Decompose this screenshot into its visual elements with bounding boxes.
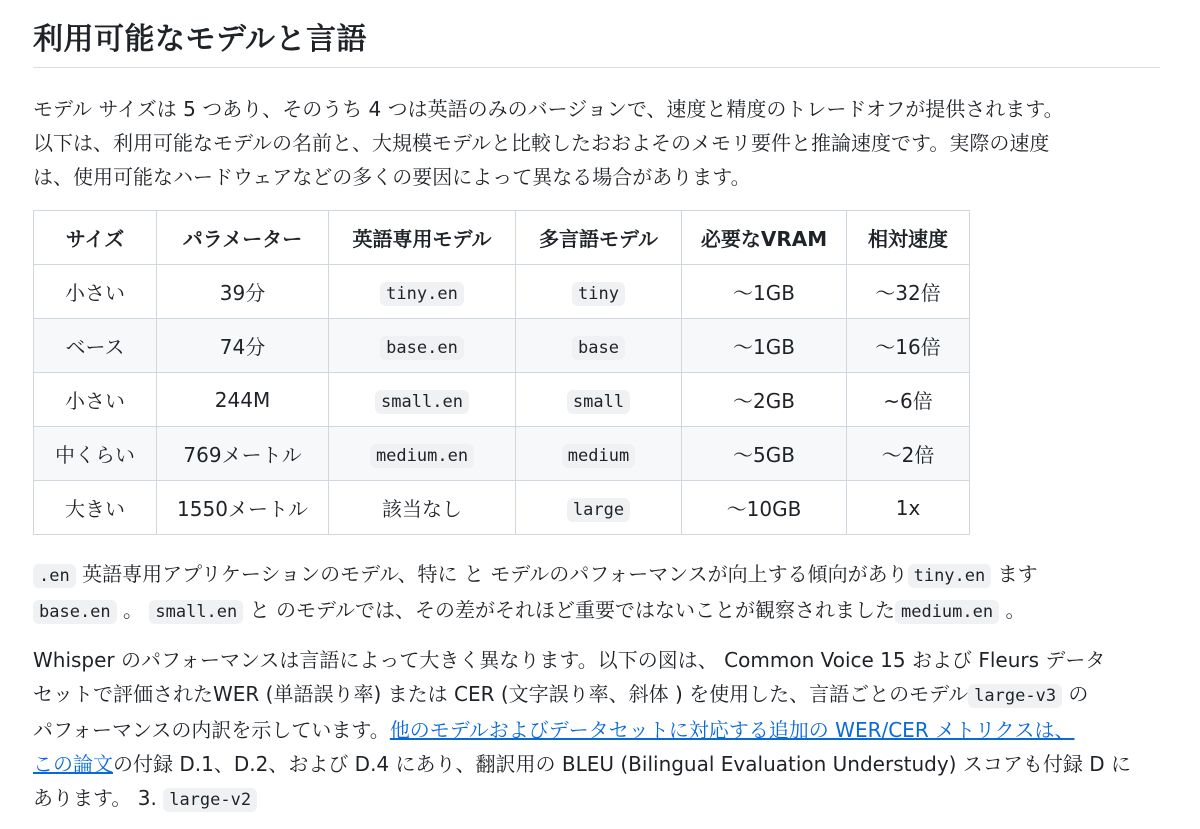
intro-line: モデル サイズは 5 つあり、そのうち 4 つは英語のみのバージョンで、速度と精度のトレードオフが提供されます。 <box>33 97 1064 121</box>
cell-speed: ~6倍 <box>847 373 970 427</box>
header-params: パラメーター <box>157 211 329 265</box>
whisper-text: セットで評価されたWER (単語誤り率) または CER (文字誤り率、斜体 ) を使用した、言語ごとのモデル <box>33 682 969 706</box>
note-text: ます <box>991 562 1038 586</box>
code-large-v3: large-v3 <box>968 684 1062 708</box>
cell-speed: ～32倍 <box>847 265 970 319</box>
table-row <box>34 427 970 481</box>
code-tag: large <box>567 498 630 522</box>
cell-en-model <box>329 319 516 373</box>
cell-multi-model <box>516 373 682 427</box>
header-multi-model: 多言語モデル <box>516 211 682 265</box>
table-header-row <box>34 211 970 265</box>
code-en: .en <box>33 564 76 588</box>
note-text: 。 <box>999 598 1026 622</box>
cell-size: 小さい <box>34 265 157 319</box>
paper-link[interactable]: この論文 <box>33 752 113 776</box>
models-table <box>33 210 970 535</box>
header-vram: 必要なVRAM <box>682 211 847 265</box>
header-speed: 相対速度 <box>847 211 970 265</box>
note-text: と のモデルでは、その差がそれほど重要ではないことが観察されました <box>243 598 895 622</box>
intro-line: は、使用可能なハードウェアなどの多くの要因によって異なる場合があります。 <box>33 165 751 189</box>
cell-size: 中くらい <box>34 427 157 481</box>
code-tag: tiny.en <box>380 282 464 306</box>
heading-divider <box>33 67 1160 68</box>
whisper-text: の <box>1062 682 1089 706</box>
whisper-line <box>33 713 1131 747</box>
cell-en-model <box>329 265 516 319</box>
cell-en-model <box>329 427 516 481</box>
cell-params: 74分 <box>157 319 329 373</box>
cell-vram: ～2GB <box>682 373 847 427</box>
header-en-model: 英語専用モデル <box>329 211 516 265</box>
english-only-note <box>33 557 1038 629</box>
whisper-text: あります。 3. <box>33 786 157 810</box>
cell-params: 1550メートル <box>157 481 329 535</box>
cell-size: 小さい <box>34 373 157 427</box>
code-tag: base <box>572 336 625 360</box>
cell-multi-model <box>516 427 682 481</box>
cell-en-model: 該当なし <box>329 481 516 535</box>
whisper-line <box>33 747 1131 781</box>
cell-vram: ～1GB <box>682 319 847 373</box>
whisper-line <box>33 781 1131 817</box>
cell-params: 769メートル <box>157 427 329 481</box>
code-base-en: base.en <box>33 600 117 624</box>
whisper-line <box>33 677 1131 713</box>
cell-speed: ～2倍 <box>847 427 970 481</box>
code-tag: small <box>567 390 630 414</box>
whisper-text: パフォーマンスの内訳を示しています。 <box>33 718 390 742</box>
code-tag: tiny <box>572 282 625 306</box>
code-medium-en: medium.en <box>895 600 999 624</box>
code-large-v2: large-v2 <box>163 788 257 812</box>
table-row <box>34 265 970 319</box>
cell-speed: 1x <box>847 481 970 535</box>
section-heading: 利用可能なモデルと言語 <box>33 22 367 57</box>
code-tiny-en: tiny.en <box>908 564 992 588</box>
cell-en-model <box>329 373 516 427</box>
header-size: サイズ <box>34 211 157 265</box>
cell-vram: ～10GB <box>682 481 847 535</box>
cell-speed: ～16倍 <box>847 319 970 373</box>
code-tag: medium.en <box>370 444 474 468</box>
code-tag: small.en <box>375 390 469 414</box>
code-tag: medium <box>562 444 635 468</box>
cell-vram: ～1GB <box>682 265 847 319</box>
table-row <box>34 481 970 535</box>
note-text: 。 <box>116 598 150 622</box>
note-text: 英語専用アプリケーションのモデル、特に と モデルのパフォーマンスが向上する傾向があり <box>75 562 908 586</box>
cell-multi-model <box>516 319 682 373</box>
metrics-link[interactable]: 他のモデルおよびデータセットに対応する追加の WER/CER メトリクスは、 <box>389 718 1075 742</box>
whisper-paragraph <box>33 643 1131 817</box>
note-line <box>33 557 1038 593</box>
cell-vram: ～5GB <box>682 427 847 481</box>
table-row <box>34 373 970 427</box>
intro-paragraph <box>33 92 1064 194</box>
whisper-text: の付録 D.1、D.2、および D.4 にあり、翻訳用の BLEU (Bilingual Evaluation Understudy) スコアも付録 D に <box>113 752 1131 776</box>
note-line <box>33 593 1038 629</box>
cell-multi-model <box>516 481 682 535</box>
code-tag: base.en <box>380 336 464 360</box>
cell-size: 大きい <box>34 481 157 535</box>
whisper-line: Whisper のパフォーマンスは言語によって大きく異なります。以下の図は、 Common Voice 15 および Fleurs データ <box>33 648 1106 672</box>
cell-multi-model <box>516 265 682 319</box>
intro-line: 以下は、利用可能なモデルの名前と、大規模モデルと比較したおおよそのメモリ要件と推論速度です。実際の速度 <box>33 131 1050 155</box>
cell-params: 39分 <box>157 265 329 319</box>
code-small-en: small.en <box>149 600 243 624</box>
cell-size: ベース <box>34 319 157 373</box>
table-row <box>34 319 970 373</box>
cell-params: 244M <box>157 373 329 427</box>
